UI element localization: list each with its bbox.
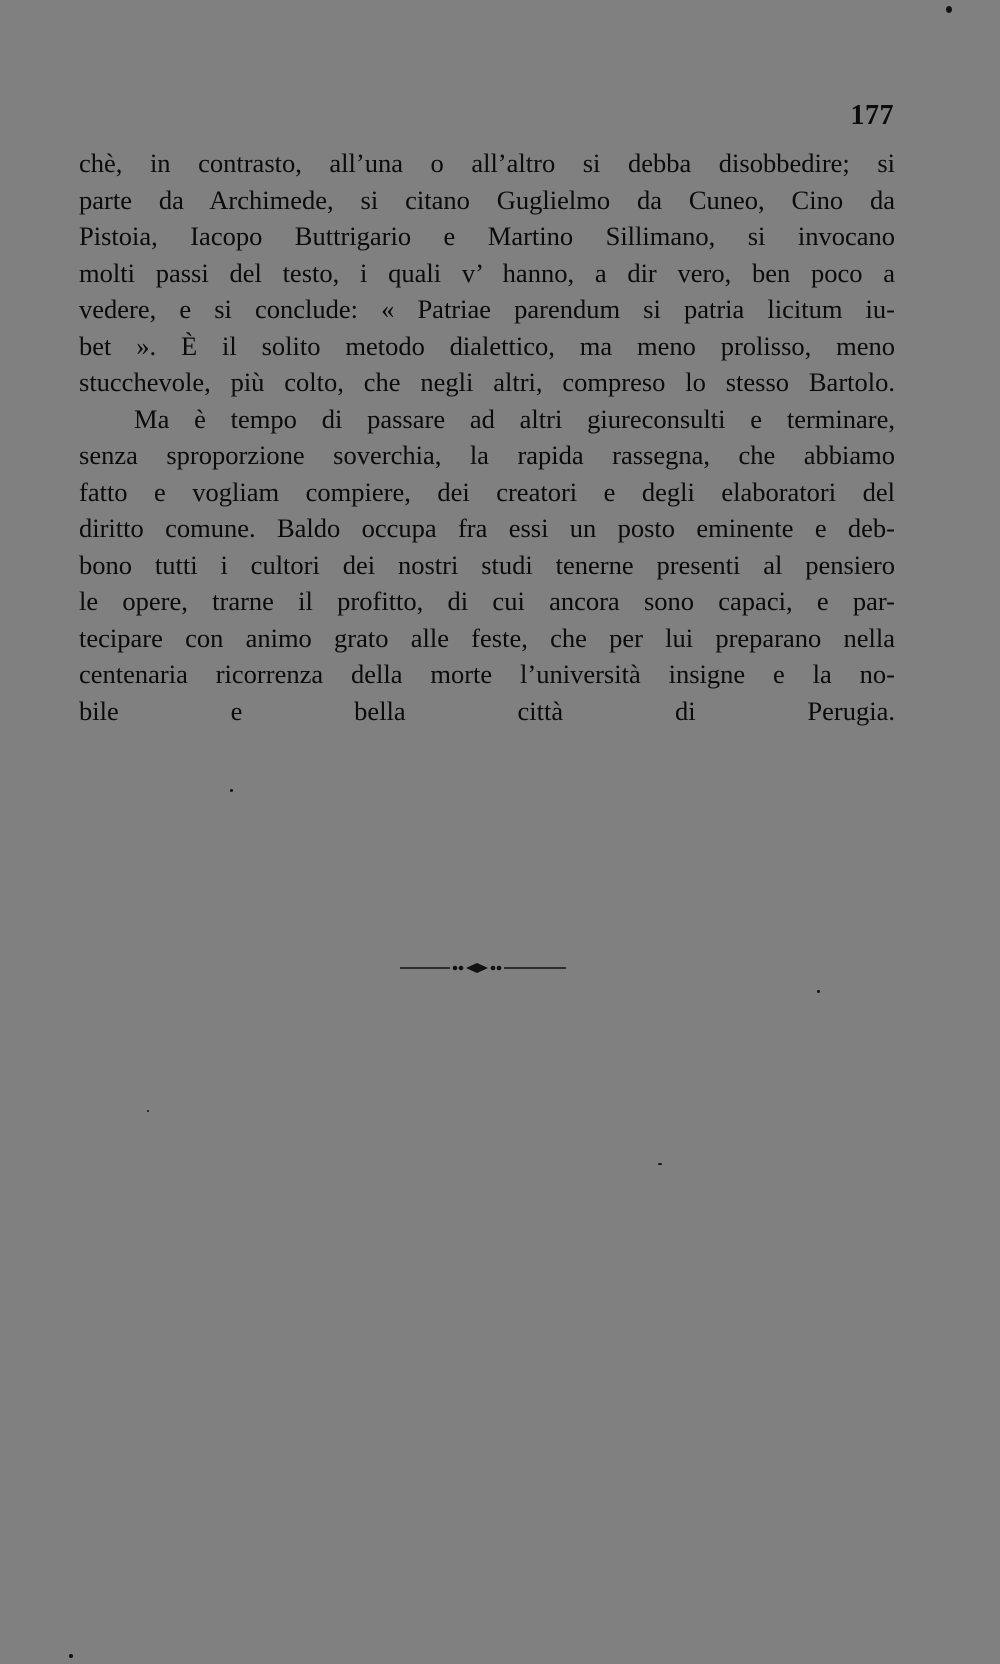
text-line: fatto e vogliam compiere, dei creatori e degli elaboratori del [79,476,895,507]
text-line: bile e bella città di Perugia. [79,695,895,726]
page-number: 177 [850,100,894,131]
section-end-ornament [398,958,568,978]
text-line: le opere, trarne il profitto, di cui ancora sono capaci, e par- [79,586,895,616]
text-line: bet ». È il solito metodo dialettico, ma meno prolisso, meno [79,330,895,361]
text-line: diritto comune. Baldo occupa fra essi un posto eminente e deb- [79,513,895,543]
text-line [79,729,895,766]
scan-speck [658,1163,662,1165]
scan-speck [230,789,233,792]
paragraph-2 [79,401,895,766]
text-line: senza sproporzione soverchia, la rapida rassegna, che abbiamo [79,440,895,470]
text-line: centenaria ricorrenza della morte l’università insigne e la no- [79,659,895,689]
body-text [79,145,895,766]
text-line: molti passi del testo, i quali v’ hanno, a dir vero, ben poco a [79,257,895,288]
text-line: tecipare con animo grato alle feste, che per lui preparano nella [79,622,895,653]
paragraph-1 [79,145,895,401]
text-line: Ma è tempo di passare ad altri giureconsulti e terminare, [134,403,895,434]
text-line: parte da Archimede, si citano Guglielmo da Cuneo, Cino da [79,184,895,215]
text-line: Pistoia, Iacopo Buttrigario e Martino Sillimano, si invocano [79,221,895,251]
scan-speck [946,6,952,13]
text-line: stucchevole, più colto, che negli altri, compreso lo stesso Bartolo. [79,367,895,397]
scan-speck [147,1110,149,1112]
text-line: vedere, e si conclude: « Patriae parendum si patria licitum iu- [79,294,895,324]
scan-speck [817,990,820,993]
text-line: bono tutti i cultori dei nostri studi tenerne presenti al pensiero [79,549,895,580]
scan-speck [69,1654,73,1658]
text-line: chè, in contrasto, all’una o all’altro si debba disobbedire; si [79,148,895,178]
